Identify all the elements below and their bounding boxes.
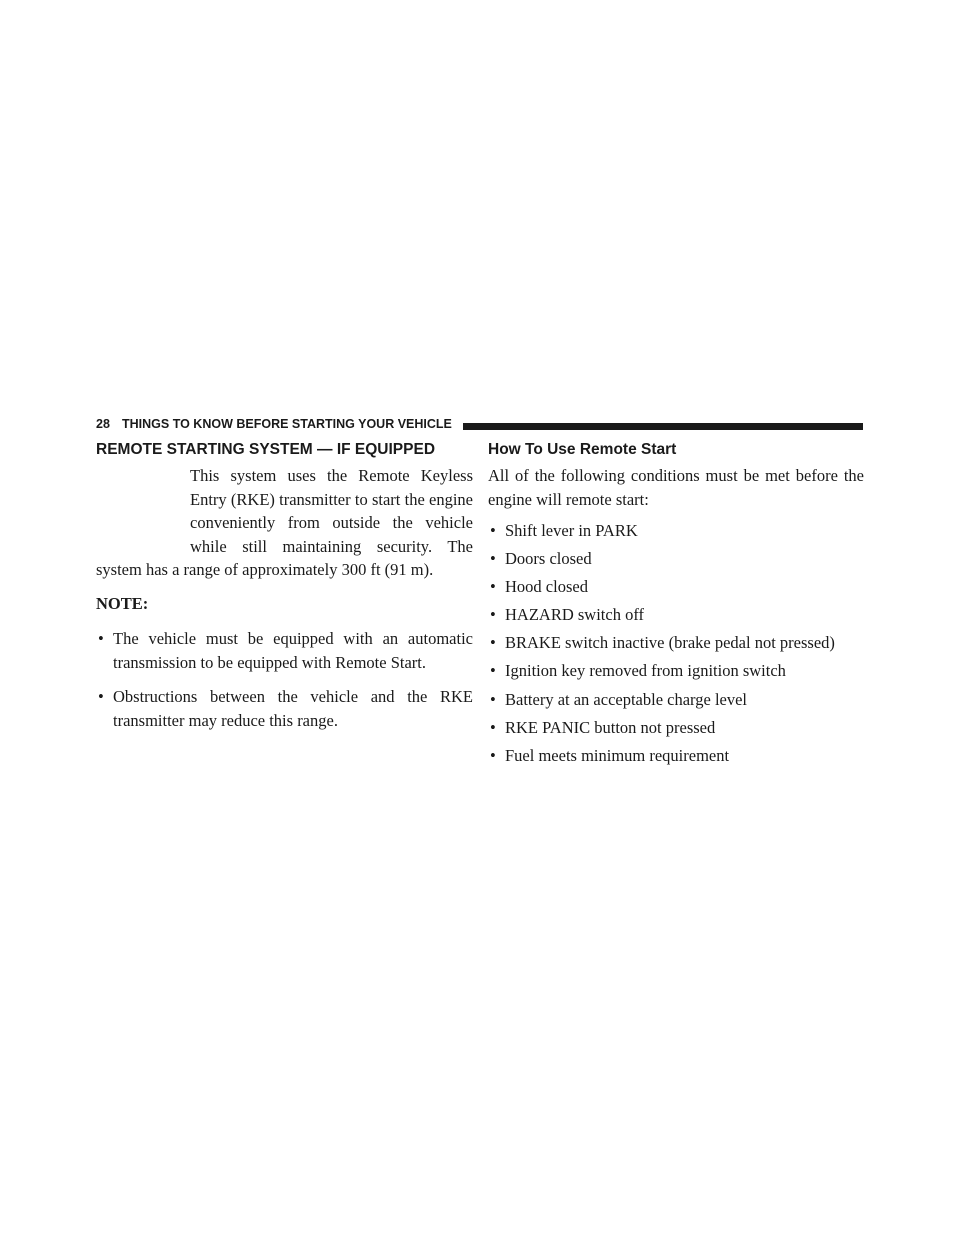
condition-text: RKE PANIC button not pressed <box>505 717 716 737</box>
page-number: 28 <box>96 417 111 431</box>
bullet-icon: • <box>490 521 496 540</box>
list-item <box>488 688 864 712</box>
list-item <box>488 575 864 599</box>
list-item <box>488 519 864 543</box>
margin-space <box>96 464 190 554</box>
section-title: THINGS TO KNOW BEFORE STARTING YOUR VEHICLE <box>122 417 452 431</box>
list-item <box>96 627 473 674</box>
intro-paragraph: This system uses the Remote Keyless Entry (RKE) transmitter to start the engine conveniently from outside the vehicle while still maintaining security. The system has a range of approximately 300 ft (91 m). <box>96 466 473 579</box>
list-item <box>488 547 864 571</box>
list-item <box>488 716 864 740</box>
bullet-icon: • <box>490 577 496 597</box>
list-item <box>488 744 864 768</box>
bullet-icon: • <box>490 745 496 765</box>
bullet-icon: • <box>490 605 496 625</box>
page-header <box>96 417 863 431</box>
remote-start-heading: REMOTE STARTING SYSTEM — IF EQUIPPED <box>96 441 436 458</box>
bullet-icon: • <box>490 633 496 653</box>
condition-text: BRAKE switch inactive (brake pedal not pressed) <box>505 633 835 653</box>
condition-text: Hood closed <box>505 577 588 597</box>
condition-text: HAZARD switch off <box>505 605 645 625</box>
bullet-icon: • <box>98 629 104 648</box>
condition-text: Battery at an acceptable charge level <box>505 689 748 709</box>
how-to-heading: How To Use Remote Start <box>488 441 677 458</box>
bullet-icon: • <box>490 661 496 681</box>
list-item <box>488 631 864 655</box>
header-rule <box>463 423 863 430</box>
bullet-icon: • <box>98 687 104 706</box>
conditions-intro: All of the following conditions must be met before the engine will remote start: <box>488 466 864 509</box>
list-item <box>488 659 864 683</box>
condition-text: Shift lever in PARK <box>505 521 638 540</box>
right-column <box>488 439 864 772</box>
condition-text: Ignition key removed from ignition switch <box>505 661 786 681</box>
intro-paragraph-wrap <box>96 464 473 582</box>
list-item <box>488 603 864 627</box>
list-item <box>96 685 473 732</box>
bullet-icon: • <box>490 689 496 709</box>
condition-text: Fuel meets minimum requirement <box>505 745 730 765</box>
note-text: The vehicle must be equipped with an automatic transmission to be equipped with Remote Start. <box>113 629 473 672</box>
condition-text: Doors closed <box>505 549 592 569</box>
note-label: NOTE: <box>96 593 149 613</box>
note-text: Obstructions between the vehicle and the RKE transmitter may reduce this range. <box>113 687 473 730</box>
conditions-list <box>488 519 864 767</box>
bullet-icon: • <box>490 717 496 737</box>
bullet-icon: • <box>490 549 496 569</box>
left-column <box>96 439 473 743</box>
note-list <box>96 627 473 732</box>
